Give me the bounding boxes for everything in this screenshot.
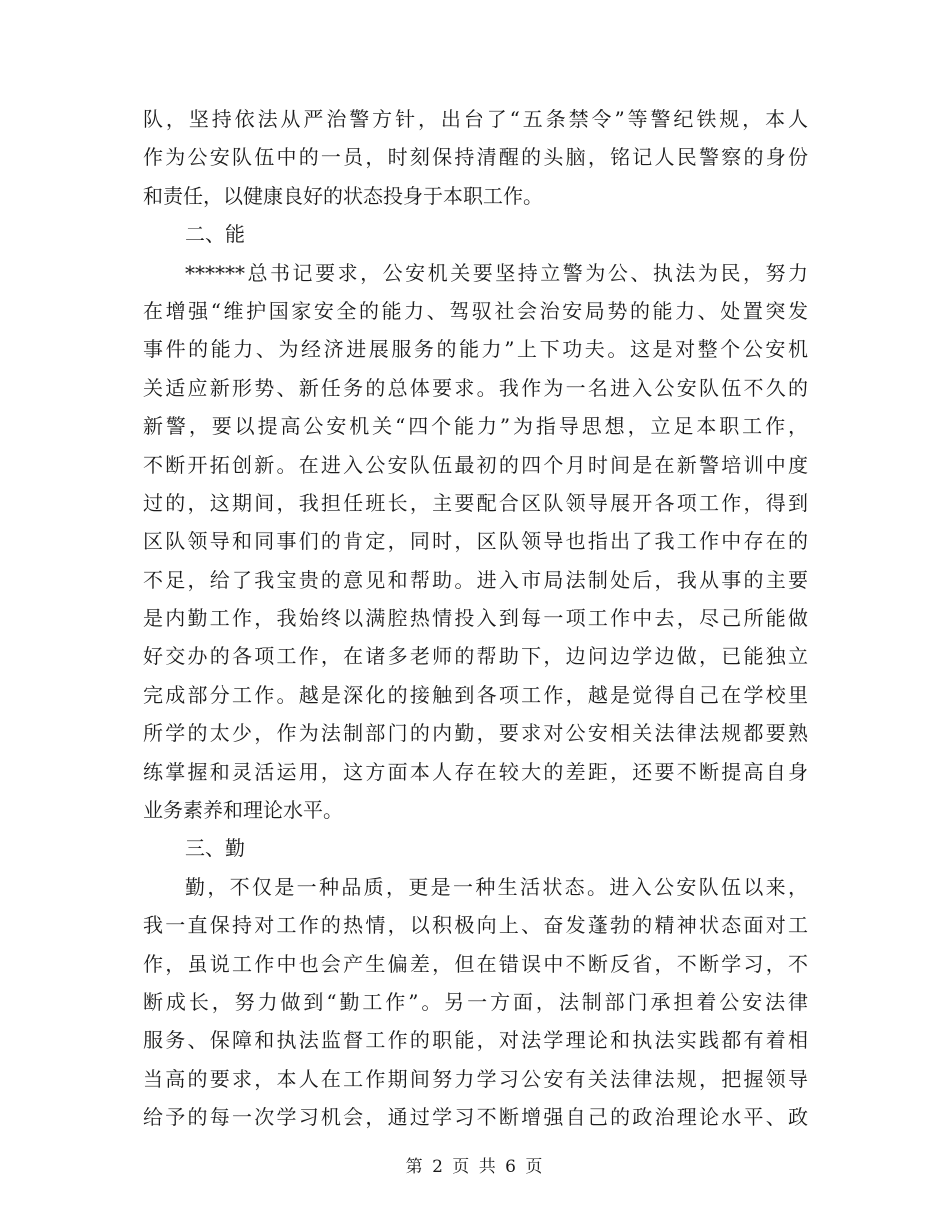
text-line: 队，坚持依法从严治警方针，出台了“五条禁令”等警纪铁规，本人 [143, 107, 808, 131]
text-line: 服务、保障和执法监督工作的职能，对法学理论和执法实践都有着相 [143, 1028, 808, 1053]
text-line: 断成长，努力做到“勤工作”。另一方面，法制部门承担着公安法律 [143, 989, 808, 1014]
text-line: 我一直保持对工作的热情，以积极向上、奋发蓬勃的精神状态面对工 [143, 913, 808, 938]
text-line: 事件的能力、为经济进展服务的能力”上下功夫。这是对整个公安机 [143, 337, 808, 362]
text-line: 和责任，以健康良好的状态投身于本职工作。 [143, 183, 543, 208]
text-line: 不足，给了我宝贵的意见和帮助。进入市局法制处后，我从事的主要 [143, 567, 808, 592]
document-body [143, 100, 808, 1137]
page-footer [0, 1152, 950, 1177]
section-heading: 三、勤 [185, 836, 245, 861]
text-line: 练掌握和灵活运用，这方面本人存在较大的差距，还要不断提高自身 [143, 759, 808, 784]
text-line: 不断开拓创新。在进入公安队伍最初的四个月时间是在新警培训中度 [143, 452, 808, 477]
text-line: 所学的太少，作为法制部门的内勤，要求对公安相关法律法规都要熟 [143, 721, 808, 746]
text-line: ******总书记要求，公安机关要坚持立警为公、执法为民，努力 [185, 260, 808, 285]
text-line: 区队领导和同事们的肯定，同时，区队领导也指出了我工作中存在的 [143, 529, 808, 554]
text-line: 当高的要求，本人在工作期间努力学习公安有关法律法规，把握领导 [143, 1066, 808, 1091]
text-line: 勤，不仅是一种品质，更是一种生活状态。进入公安队伍以来， [185, 874, 808, 899]
section-heading: 二、能 [185, 222, 245, 247]
text-line: 新警，要以提高公安机关“四个能力”为指导思想，立足本职工作， [143, 414, 808, 439]
text-line: 关适应新形势、新任务的总体要求。我作为一名进入公安队伍不久的 [143, 375, 808, 400]
text-line: 过的，这期间，我担任班长，主要配合区队领导展开各项工作，得到 [143, 490, 808, 515]
text-line: 是内勤工作，我始终以满腔热情投入到每一项工作中去，尽己所能做 [143, 606, 808, 631]
text-line: 完成部分工作。越是深化的接触到各项工作，越是觉得自己在学校里 [143, 682, 808, 707]
text-line: 好交办的各项工作，在诸多老师的帮助下，边问边学边做，已能独立 [143, 644, 808, 669]
text-line: 作，虽说工作中也会产生偏差，但在错误中不断反省，不断学习，不 [143, 951, 808, 976]
text-line: 在增强“维护国家安全的能力、驾驭社会治安局势的能力、处置突发 [143, 298, 808, 323]
text-line: 业务素养和理论水平。 [143, 798, 343, 823]
text-line: 作为公安队伍中的一员，时刻保持清醒的头脑，铭记人民警察的身份 [143, 145, 808, 170]
page-number-label: 第 2 页 共 6 页 [405, 1157, 545, 1177]
text-line: 给予的每一次学习机会，通过学习不断增强自己的政治理论水平、政 [143, 1105, 808, 1130]
